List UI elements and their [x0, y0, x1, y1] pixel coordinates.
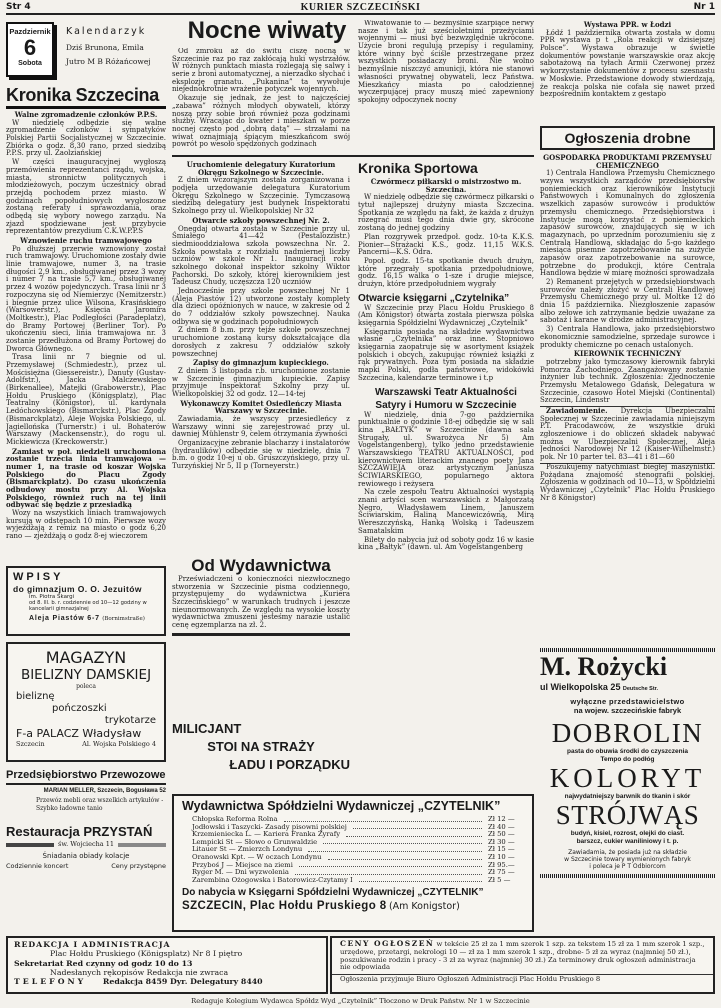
- ad-przewozowe: [6, 768, 166, 820]
- brand-desc: budyń, kisiel, rozrost, olejki do ciast.: [570, 830, 685, 838]
- decorative-bar: [6, 843, 54, 847]
- redakcja-box: [6, 936, 328, 994]
- drobne-column: [540, 153, 715, 645]
- article-text: 3) Centrala Handlowa, jako przedsiębiorstwo ekonomicznie samodzielne, sprzedaje surowce i produkty chemiczne po cenach ustalonych.: [540, 325, 715, 349]
- article-text: Wiwatowanie to — bezmyślnie szarpiące nerwy nasze i tak już sześcioletnimi przeżyciami wojennymi — musi być bezwzględnie ukrócone. Użycie broni regulują przepisy i regulaminy, które winny być ściśle przestrzegane przez wszystkich posiadaczy broni. Nie wolno bezmyślnie niszczyć amunicji, która nie stanowi własności prywatnej obywateli, lecz Państwa. Mieszkańcy miasta po całodziennej wyczerpującej pracy muszą mieć zapewniony spokojny odpoczynek nocny: [358, 20, 534, 104]
- article-text: W części inauguracyjnej wygłoszą przemówienia reprezentanci rządu, wojska, miasta, stronnictw politycznych i młodzieżowych, poczym uczestnicy obrad przejdą pochodem przez miasto. W godzinach popołudniowych wygłoszone zostaną referaty i sprawozdania, oraz odbędą się wybory nowego zarządu. Na zjazd spodziewane jest przybycie reprezentantów prezydium C.K.W.P.P.S: [6, 158, 166, 236]
- article-text: [540, 407, 715, 462]
- book-price: Zł 12 —: [488, 815, 515, 823]
- book-price: Zł 15 —: [488, 845, 515, 854]
- date-day: 6: [23, 35, 37, 61]
- przystan-meals: Śniadania obiady kolacje: [42, 851, 130, 860]
- brand-strojwas: STRÓJWĄS: [555, 800, 700, 831]
- magazyn-title: MAGAZYN: [45, 648, 127, 667]
- przystan-address: św. Wojciecha 11: [57, 840, 115, 848]
- rozycki-street: ul Wielkopolska 25: [540, 682, 621, 692]
- phones-label: TELEFONY: [14, 977, 87, 987]
- magazyn-item: pończoszki: [52, 703, 107, 714]
- wpisy-line: im. Piotra Skargi: [29, 594, 75, 601]
- dot-leader: [323, 839, 482, 845]
- dot-leader: [328, 854, 483, 860]
- przystan-prices: Ceny przystępne: [111, 862, 166, 871]
- redakcja-line: Plac Hołdu Pruskiego (Königsplatz) Nr 8 I piętro: [50, 949, 243, 959]
- book-price: Zł 5 —: [488, 875, 511, 884]
- article-heading: KIEROWNIK TECHNICZNY: [573, 349, 682, 359]
- przystan-concert: Codziennie koncert: [6, 862, 69, 871]
- book-list: [192, 816, 524, 884]
- article-text: Poszukujemy natychmiast biegłej maszynistki. Pożądana znajomość stenografii polskiej. Zgłoszenia w godzinach od 10—13, w Spółdzielni Wydawniczej „Czytelnik” Plac Hołdu Pruskiego Nr 8 Königstor): [540, 462, 715, 502]
- nocne-column-1: [172, 48, 350, 152]
- rozycki-footer: w Szczecinie towary wymienionych fabryk: [564, 856, 691, 864]
- wydawnictwa-block: [172, 556, 350, 716]
- przewozowe-owner: MARIAN MELLER, Szczecin, Bogusława 52: [43, 788, 166, 794]
- rozycki-line: na wojew. szczecińskie fabryk: [573, 706, 682, 716]
- ksiegarnia-title: Otwarcie księgarni „Czytelnika”: [358, 292, 510, 304]
- milicjant-line: STOI NA STRAŻY: [207, 739, 315, 754]
- wydawnictwa-title: Od Wydawnictwa: [191, 556, 331, 575]
- article-heading: Walne zgromadzenie członków P.P.S.: [14, 110, 158, 119]
- ad-rozycki: [540, 648, 715, 932]
- rozycki-street-de: Deutsche Str.: [622, 686, 659, 692]
- calendar: [66, 26, 166, 66]
- milicjant-line: MILICJANT: [172, 721, 242, 736]
- book-price: Zł 30 —: [488, 837, 515, 846]
- article-text: W niedzielę odbędzie się walne zgromadzenie członków i sympatyków Polskiej Partii Socjalistycznej w Szczecinie. Zbiórka o godz. 8,30 rano, przed siedzibą P.P.S. przy ul. Zaolziańskiej: [6, 118, 166, 158]
- magazyn-owner: F-a PALACZ Władysław: [16, 727, 142, 740]
- article-text: W niedzielę odbędzie się czwórmecz piłkarski o tytuł najlepszej drużyny miasta Szczecina. Spotkania ze względu na fakt, że każda z drużyn rozegrać musi tego dnia dwie gry, skrócone zostaną do jednej godziny: [358, 193, 534, 233]
- brand-dobrolin: DOBROLIN: [551, 718, 704, 749]
- wpisy-line: do gimnazjum O. O. Jezuitów: [13, 584, 142, 594]
- date-weekday: Sobota: [18, 60, 42, 68]
- rozycki-address: [540, 682, 715, 693]
- sport-title: Kronika Sportowa: [358, 160, 478, 176]
- article-heading: Wznowienie ruchu tramwajowego: [20, 236, 152, 245]
- przystan-title: Restauracja PRZYSTAŃ: [6, 824, 153, 839]
- article-text: 2) Remanent przejętych w przedsiębiorstwach surowców należy złożyć w Centrali Handlowej Przemysłu Chemicznego przy ul. Moltke 12 do dnia 15 października. Niezgłoszenie zapasów albo zełowe ich zatrzymanie będzie uważane za sabotaż i karane w drodze administracyjnej.: [540, 278, 715, 325]
- article-heading: Wystawa PPR. w Łodzi: [583, 20, 672, 29]
- czytelnik-address: [182, 899, 524, 913]
- article-heading: Otwarcie szkoły powszechnej Nr. 2.: [192, 215, 330, 225]
- brand-desc: najwydatniejszy barwnik do tkanin i skór: [564, 793, 691, 801]
- ad-czytelnik: [172, 794, 534, 932]
- magazyn-address: [16, 741, 156, 749]
- book-title: Jodłowski i Taszycki- Zasady pisowni polskiej: [192, 822, 347, 831]
- article-text: W Szczecinie przy Placu Hołdu Pruskiego 8 (Am Königstor) otwarta została pierwsza polska księgarnia Spółdzielni Wydawniczej „Czytelnik”: [358, 303, 534, 327]
- book-price: Zł 95.—: [488, 860, 515, 869]
- przystan-address-bar: [6, 841, 166, 849]
- ad-magazyn: [6, 642, 166, 762]
- brand-desc: Tempo do podłóg: [600, 756, 655, 764]
- brand-desc: pasta do obuwia środki do czyszczenia: [566, 748, 688, 756]
- divider: [172, 633, 350, 636]
- article-text: Z dniem wczorajszym została zorganizowana i podjęła urzędowanie delegatura Kuratorium Okręgu Szkolnego w Szczecinie. Tymczasową siedzibą delegatury jest budynek Inspektoratu Szkolnego przy ul. Wielkopolskiej Nr 32: [172, 176, 350, 216]
- magazyn-poleca: poleca: [76, 683, 96, 690]
- rozycki-line: wyłączne przedstawicielstwo: [570, 696, 685, 706]
- book-title: Litauer St — Zmierzch Londynu: [192, 845, 303, 854]
- wpisy-line: od 8. lll. b. r. codziennie od 10—12 godziny w kancelarii gimnazjalnej: [29, 600, 147, 613]
- sport-column: [358, 160, 534, 790]
- article-text: Organizacyjne zebranie blacharzy i instalatorów (hydraulików) odbędzie się w niedzielę, dnia 7 b.m. o godz 10-ej u ob. Gruszczyńskiego, przy ul. Turzyńskiej Nr 5, II p (Torneyerstr.): [172, 439, 350, 471]
- article-text: Łódź 1 października otwarta została w domu PPR wystawa p t „Rola reakcji w dzisiejszej Polsce”. Wystawa obrazuje w świetle dokumentów powstanie warszawskie oraz akcję sabotażową na tyłach Armii Czerwonej przez wykorzystanie dokumentów z procesu szesnastu w Moskwie. Przedstawione dowody stwierdzają, że reakcja polska nie cofała się nawet przed bezpośrednim kontaktem z gestapo: [540, 28, 715, 99]
- ceny-body: w tekście 25 zł za 1 mm szerok 1 szp. za tekstem 15 zł za 1 mm szerok 1 szp., urzędowe, przetargi, nekrologi 10 — zł za 1 mm szerok 1 szp., drobne- 5 zł za wyraz (najmniej 50 zł.), poszukiwanie rodzin i pracy - 3 zł za wyraz (najmniej 30 zł.) Za terminowy druk ogłoszeń administracja nie odpowiada: [340, 940, 705, 972]
- article-text: Popoł. godz. 15-ta spotkanie dwuch drużyn, które przegrały spotkania przedpołudniowe, godz. 16,15 walka o 1-sze i drugie miejsce, drużyn, które przedpołudniem wygrały: [358, 256, 534, 288]
- article-text: Z dniem 8 b.m. przy tejże szkole powszechnej uruchomione zostaną kursy dokształcające dla dorosłych z zakresu 7 oddziałów szkoły powszechnej: [172, 326, 350, 358]
- dot-leader: [308, 846, 482, 852]
- article-heading: Wykonawczy Komitet Osiedleńczy Miasta Warszawy w Szczecinie.: [180, 398, 342, 416]
- book-title: Przyboś J — Miejsce na ziemi: [192, 860, 293, 869]
- newspaper-title: KURIER SZCZECIŃSKI: [300, 2, 421, 13]
- article-text: Od zmroku aż do świtu ciszę nocną w Szczecinie raz po raz zakłócają huki wystrzałów. W różnych punktach miasta rozlegają się salwy i serie z broni automatycznej, a nierzadko słychać i eksplozję granatu. „Pukanina” ta wywołuje niejednokrotnie wrażenie potyczek wojennych.: [172, 48, 350, 94]
- ceny-title: CENY OGŁOSZEŃ: [340, 939, 435, 948]
- wystawa-block: [540, 20, 715, 124]
- redakcja-title: REDAKCJA I ADMINISTRACJA: [14, 940, 171, 949]
- ad-wpisy: [6, 566, 166, 636]
- ceny-box: [330, 936, 715, 994]
- article-text: Księgarnia posiada na składzie wydawnictwa własne „Czytelnika” oraz inne. Stopniowo księgarnia zaopatruje się w asortyment książek polskich i obcych, zakupując również książki z rąk prywatnych. Poza tym posiada na składzie mapki Polski, godła państwowe, widokówki Szczecina, kalendarze terminowe i t.p: [358, 327, 534, 382]
- calendar-tomorrow: Jutro M B Różańcowej: [66, 56, 151, 66]
- article-text: Onegdaj otwarta została w Szczecinie przy ul. Śmiałego 41—42 (Pestalozzistr.) siedmiooddziałowa szkoła powszechna Nr. 2. Szkoła powstała z rozdziału nadmiernej liczby uczniów w szkole Nr 1. Inauguracji roku szkolnego dokonał inspektor szkolny Wiktor Pachorski. Do szkoły, której kierownikiem jest Tadeusz Chudy, uczęszcza 120 uczniów: [172, 224, 350, 287]
- brand-koloryt: KOLORYT: [549, 763, 706, 794]
- redakcja-phones: [14, 977, 320, 986]
- ad-przystan: [6, 824, 166, 888]
- article-text: 1) Centrala Handlowa Przemysłu Chemicznego wzywa wszystkich zarządców przedsiębiorstw poniemieckich oraz kierowników Instytucji Państwowych i Komunalnych do zgłoszenia wszelkich zapasów surowców i produktów przemysłu chemicznego. Przedsiębiorstwa i Instytucje mogą korzystać z poniemieckich zapasów surowców, znajdujących się w ich magazynach, po uprzednim porozumieniu się z Centralą Handlową, składając do 5-go każdego miesiąca pisemne zapotrzebowanie na zużycie zapasów oraz zapotrzebowanie na surowce, potrzebne do produkcji, które Centrala Handlowa będzie w miarę możności sprowadzała: [540, 169, 715, 278]
- dot-leader: [346, 831, 482, 837]
- wpisy-address-de: (Bornimstraße): [102, 616, 145, 622]
- divider: [172, 155, 534, 157]
- article-heading: Uruchomienie delegatury Kuratorium Okręgu Szkolnego w Szczecinie.: [186, 160, 336, 177]
- article-text: Na czele zespołu Teatru Aktualności wystąpią znani artyści scen warszawskich z Małgorzatą Negro, Władysławem Linem, Januszem Ściwiarskim, Haliną Mancewiczówną, Mirą Wereszczyńską, Hanką Wolską i Tadeuszem Samatalskim: [358, 488, 534, 535]
- przewozowe-title: Przedsiębiorstwo Przewozowe: [6, 768, 166, 785]
- book-title: Chłopska Reforma Rolna: [192, 815, 278, 823]
- article-heading: Czwórmecz piłkarski o mistrzostwo m. Szczecina.: [370, 177, 522, 194]
- article-text: Jednocześnie przy szkole powszechnej Nr 1 (Aleja Piastów 12) utworzone zostały komplety dla dzieci opóźnionych w nauce, w zakresie od 2 do 7 oddziałów szkoły powszechnej. Nauka odbywa się w godzinach popołudniowych: [172, 287, 350, 326]
- dot-leader: [359, 877, 482, 883]
- nocne-column-2: [358, 20, 534, 152]
- dot-leader: [299, 862, 482, 868]
- decorative-bar: [118, 843, 166, 847]
- masthead: [6, 2, 715, 15]
- book-title: Oranowski Kpt. — W oczach Londynu: [192, 853, 322, 862]
- date-month: Pazdziernik: [9, 27, 51, 36]
- article-text: Z dniem 3 listopada r.b. uruchomione zostanie w Szczecinie gimnazjum kupieckie. Zapisy przyjmuje Inspektorat Szkolny przy ul. Wielkopolskiej 32 od godz. 12—14-tej: [172, 366, 350, 398]
- dot-leader: [295, 869, 482, 875]
- kronika-title: Kronika Szczecina: [6, 84, 166, 109]
- book-price: Zł 10 —: [488, 853, 515, 862]
- calendar-today: Dziś Brunona, Emila: [66, 42, 144, 52]
- notice-text: Dyrekcja Ubezpieczalni Społecznej w Szczecinie zawiadamia niniejszym P.T. Pracodawców, że wszystkie druki zgłoszeniowe i do obliczeń składek nabywać można w Ubezpieczalni Społecznej, Aleja Jedności Narodowej Nr 12 (Kaiser-Wilhelmstr.) pok. Nr 10 parter tel. 83—41 i 81—60: [540, 407, 715, 462]
- notice-label: Zawiadomienie.: [546, 406, 608, 415]
- book-title: Lempicki St — Słowo o Grunwaldzie: [192, 837, 318, 846]
- drobne-title: Ogłoszenia drobne: [540, 126, 715, 150]
- redakcja-line: Sekretariat Red czynny od godz 10 do 13: [14, 958, 193, 968]
- redakcja-line: Nadesłanych rękopisów Redakcja nie zwraca: [50, 968, 229, 978]
- article-heading: GOSPODARKA PRODUKTAMI PRZEMYSŁU CHEMICZNEGO: [543, 153, 712, 170]
- magazyn-street: Al. Wojska Polskiego 4: [82, 740, 156, 748]
- magazyn-city: Szczecin: [16, 740, 45, 748]
- wpisy-title: WPISY: [13, 571, 64, 583]
- decorative-bar: [540, 874, 715, 878]
- article-text: Plan rozgrywek przedpoł. godz. 10-ta K.K.S. Pionier—Strażacki K.S., godz. 11,15 W.K.S. Pancerni—K.S. Odra.: [358, 232, 534, 257]
- wpisy-address: [13, 613, 159, 624]
- book-price: Zł 75 —: [488, 868, 515, 877]
- przewozowe-desc: Przewóz mebli oraz wszelkich artykułów - Szybko ładowne tanio: [36, 797, 164, 812]
- article-heading: Zapisy do gimnazjum kupieckiego.: [193, 358, 329, 368]
- article-text: Trasa linii nr 7 biegnie od ul. Przemysławej (Schmiedestr.), przez ul. Mościsiężna (Giessereistr.), Danuty (Gustav-Adolfstr.), Jacka Malczewskiego (Birkenallee), Matejki (Grabowerstr.), Plac Hołdu Pruskiego (Königsplatz), Plac Teatralny (Königstor), ul. kardynała Ledóchowskiego (Bismarckstr.), Plac Zgody (Bismarckplatz), Aleje Wojska Polskiego, ul. Jagiellońska (Turnerstr.) i ul. Bohaterów Warszawy (Mackensenstr.), do rogu ul. Mickiewicza (Kreckowerstr.): [6, 353, 166, 446]
- teatr-title: Satyry i Humoru w Szczecinie: [375, 399, 517, 411]
- kronika-block: [6, 84, 166, 562]
- article-text: Okazuje się jednak, że jest to najczęściej „zabawa” różnych młodych obywateli, którzy noszą przy sobie broń również poza godzinami służby. Wracając do kwater i mieszkań w porze nocnej często pod „dobrą datą” — strzałami na wiwat oznajmiają śpiącym mieszkańcom swój powrót po wesoło spędzonych godzinach: [172, 94, 350, 149]
- czytelnik-footer: Do nabycia w Księgarni Spółdzielni Wydawniczej „CZYTELNIK”: [182, 887, 484, 899]
- przystan-footer: [6, 863, 166, 871]
- czytelnik-address-de: (Am Konigstor): [388, 901, 460, 913]
- book-row: [192, 877, 524, 885]
- milicjant-line: ŁADU I PORZĄDKU: [229, 757, 350, 772]
- imprint: Redaguje Kolegium Wydawca Spółdz Wyd „Czytelnik” Tłoczono w Druk Państw. Nr 1 w Szczecinie: [191, 997, 530, 1005]
- magazyn-item: trykotarze: [104, 715, 156, 726]
- magazyn-item: bieliznę: [16, 691, 55, 702]
- rozycki-footer: Zawiadamia, że posiada już na składzie: [568, 848, 687, 856]
- article-text: W niedzielę, dnia 7-go października punktualnie o godzinie 18-ej odbędzie się w sali kina „BAŁTYK” w Szczecinie (dawna sala Strugały, ul. Swarożyca Nr 5) Am Vogelstangenberg), tylko jedno przedstawienie Warszawskiego TEATRU AKTUALNOŚCI, pod kierownictwem literackim znanego poety Jana SZCZAWIEJA oraz artystycznym Janusza ŚCIWIARSKIEGO, popularnego aktora rewiowego i reżysera: [358, 410, 534, 488]
- book-price: Zł 40 —: [488, 822, 515, 831]
- teatr-title: Warszawski Teatr Aktualności: [375, 386, 517, 398]
- rozycki-name: M. Rożycki: [540, 652, 668, 681]
- ceny-footer: Ogłoszenia przyjmuje Biuro Ogłoszeń Administracji Plac Hołdu Pruskiego 8: [340, 975, 601, 984]
- book-title: Krzemieniecka L. — Kariera Franka Żyrafy: [192, 830, 341, 839]
- article-text: Zawiadamia, że wszyscy przesiedleńcy z Warszawy winni się zarejestrować przy ul. dawniej Mühlenstr 9, celem otrzymania żywności: [172, 415, 350, 439]
- phones-numbers: Redakcja 8459 Dyr. Delegatury 8440: [102, 977, 263, 987]
- kuratorium-column: [172, 160, 350, 552]
- book-title: Ryger M. — Dni wyzwolenia: [192, 868, 289, 877]
- page-number: Str 4: [6, 2, 31, 12]
- milicjant-block: [172, 720, 350, 784]
- book-price: Zł 50 —: [488, 830, 515, 839]
- article-text: Bilety do nabycia już od soboty godz 16 w kasie kina „Bałtyk” (dawn. ul. Am Vogelstangenberg: [358, 535, 534, 552]
- dot-leader: [284, 816, 482, 822]
- date-box: [6, 22, 54, 77]
- brand-desc: barszcz, cukier waniliniowy i t. p.: [576, 837, 679, 845]
- rozycki-footer: i poleca je P T Odbiorcom: [589, 863, 666, 871]
- ceny-text: [340, 940, 705, 972]
- article-text: Po dłuższej przerwie wznowiony został ruch tramwajowy. Uruchomione zostały dwie linie tramwajowe, numer 3, na trasie długości 2,9 km., obsługiwanej przez 3 wozy i numer 7 na trasie 5,7 km., obsługiwanej przez 4 wozów pojedynczych. Trasa linii nr 3 rozpoczyna się od Niemierzyc (Nemitzerstr.) i biegnie przez ulice Wilsona, Krasińskiego (Warsowerstr.), Księcia Jaromira (Moltkestr.), Plac Podległości (Paradeplatz), do Bramy Portowej (Berliner Tor). Po ukończeniu sieci, linia tramwajowa nr. 3 zostanie przedłużona od Bramy Portowej do Dworca Głównego.: [6, 244, 166, 353]
- calendar-title: Kalendarzyk: [66, 26, 147, 37]
- article-text: Wozy na wszystkich liniach tramwajowych kursują w odstępach 10 min. Pierwsze wozy wyjeżdżają z remiz na miasto o godz 6,20 rano — zjeżdżają o godz 8-ej wieczorem: [6, 509, 166, 541]
- article-text: Zamiast w poł. niedzieli uruchomiona zostanie trzecia linia tramwajowa — numer 1, na trasie od koszar Wojska Polskiego do Placu Zgody (Bismarckplatz). Do czasu ukończenia odbudowy mostu przy Al. Wojska Polskiego, również ruch na tej linii odbywać się będzie z przesiadką: [6, 446, 166, 510]
- article-text: Przeświadczeni o konieczności niezwłocznego stworzenia w Szczecinie pisma codziennego, przystępujemy do wydawnictwa „Kuriera Szczecińskiego” w warunkach trudnych i jeszcze nieunormowanych. Ze względu na wysokie koszty wydawnictwa zmuszeni jesteśmy narazie ustalić cenę egzemplarza na zł. 2.: [172, 575, 350, 630]
- czytelnik-title: Wydawnictwa Spółdzielni Wydawniczej „CZYTELNIK”: [182, 799, 501, 813]
- issue-number: Nr 1: [693, 2, 715, 12]
- wpisy-address-street: Aleja Piastów 6-7: [29, 615, 100, 622]
- czytelnik-address-main: SZCZECIN, Plac Hołdu Pruskiego 8: [182, 900, 387, 913]
- dot-leader: [353, 824, 482, 830]
- article-text: potrzebny jako tymczasowy kierownik fabryki Pomorza Zachodniego. Zaangażowany zostanie inżynier lub technik. Zgłoszenia: Zjednoczenie Przemysłu Metalowego Gdańsk, Delegatura w Szczecinie, czasowo Hotel Miejski (Continental) Szczecin, Lindenstr: [540, 357, 715, 405]
- book-title: Zarembina Ożogowska i Batorowicz-Czytamy I: [192, 875, 353, 884]
- magazyn-title: BIELIZNY DAMSKIEJ: [20, 667, 152, 683]
- nocne-title: Nocne wiwaty: [187, 17, 347, 44]
- kronika-text: [6, 111, 166, 541]
